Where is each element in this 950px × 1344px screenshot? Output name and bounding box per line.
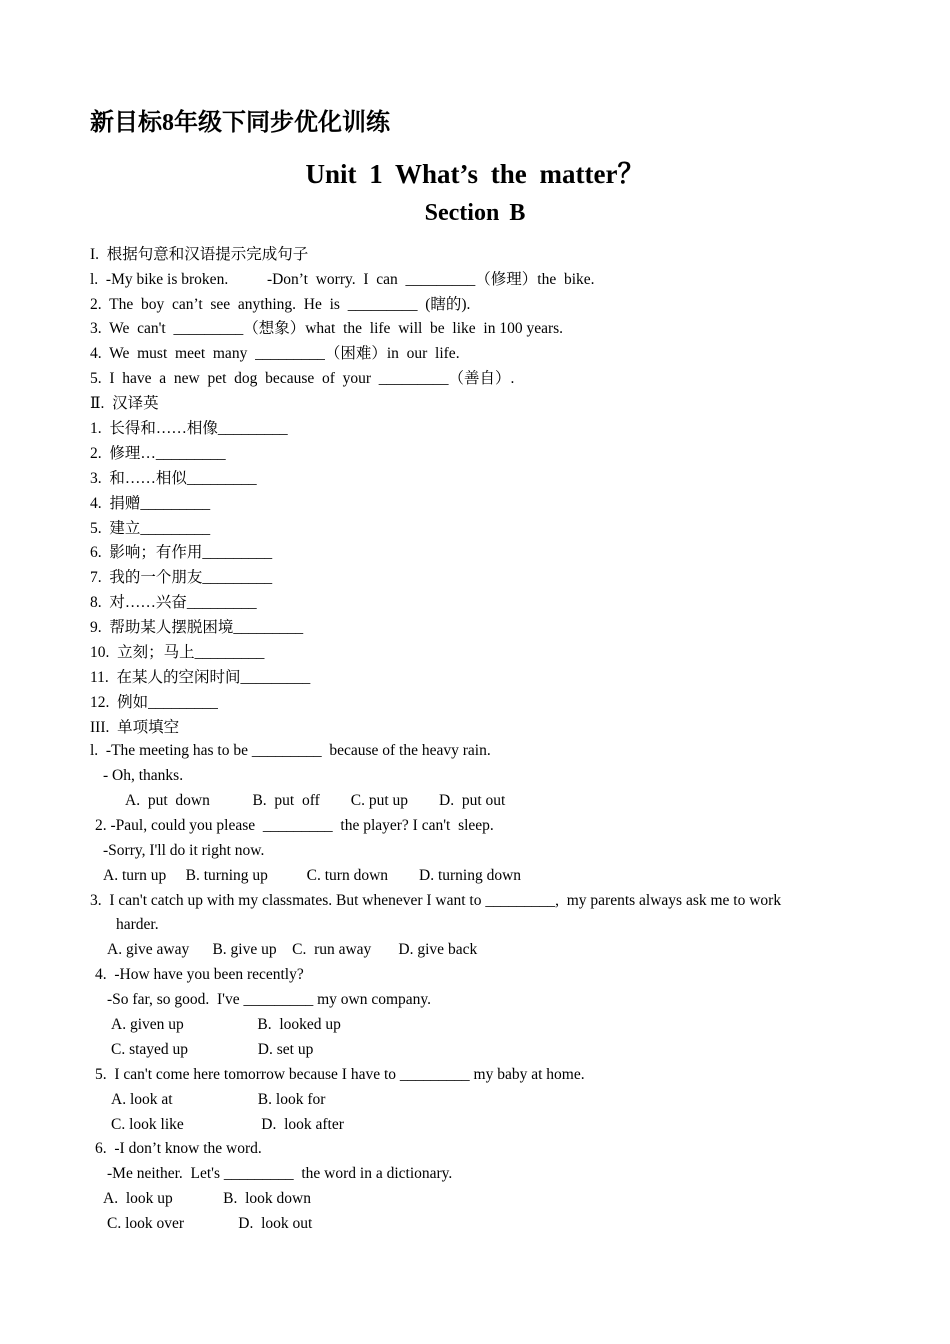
- dialogue-line: -So far, so good. I've _________ my own company.: [107, 991, 432, 1008]
- dialogue-line: - Oh, thanks.: [103, 767, 184, 784]
- question-line: 2. 修理…_________: [90, 445, 226, 462]
- options-line: A. look at B. look for: [111, 1091, 326, 1108]
- question-line: 4. 捐赠_________: [90, 495, 211, 512]
- question-line: 11. 在某人的空闲时间_________: [90, 669, 311, 686]
- options-line: A. give away B. give up C. run away D. give back: [107, 941, 478, 958]
- options-line: C. look over D. look out: [107, 1215, 313, 1232]
- question-line: 5. 建立_________: [90, 520, 211, 537]
- dialogue-line: -Sorry, I'll do it right now.: [103, 842, 265, 859]
- question-line: 5. I can't come here tomorrow because I have to _________ my baby at home.: [95, 1066, 585, 1083]
- question-line: 12. 例如_________: [90, 694, 218, 711]
- question-line: 2. The boy can’t see anything. He is _________ (瞎的).: [90, 296, 471, 313]
- options-line: A. look up B. look down: [103, 1190, 311, 1207]
- options-line: C. look like D. look after: [111, 1116, 344, 1133]
- question-line: l. -My bike is broken. -Don’t worry. I can _________（修理）the bike.: [90, 271, 595, 288]
- question-line: 6. -I don’t know the word.: [95, 1140, 262, 1157]
- question-line: 8. 对……兴奋_________: [90, 594, 257, 611]
- question-line: 3. I can't catch up with my classmates. But whenever I want to _________, my parents always ask me to work: [90, 892, 782, 909]
- options-line: A. put down B. put off C. put up D. put out: [125, 792, 506, 809]
- options-line: C. stayed up D. set up: [111, 1041, 314, 1058]
- question-line: 9. 帮助某人摆脱困境_________: [90, 619, 304, 636]
- question-line: l. -The meeting has to be _________ because of the heavy rain.: [90, 742, 491, 759]
- unit-title: Unit 1 What’s the matter？: [305, 159, 645, 189]
- question-line: 5. I have a new pet dog because of your _________（善自）.: [90, 370, 515, 387]
- options-line: A. given up B. looked up: [111, 1016, 341, 1033]
- options-line: A. turn up B. turning up C. turn down D. turning down: [103, 867, 522, 884]
- question-line: 4. -How have you been recently?: [95, 966, 304, 983]
- section-heading-3: III. 单项填空: [90, 719, 180, 736]
- section-heading-1: I. 根据句意和汉语提示完成句子: [90, 246, 309, 263]
- question-line-continued: harder.: [116, 916, 159, 933]
- section-title: Section B: [424, 200, 526, 226]
- question-line: 2. -Paul, could you please _________ the player? I can't sleep.: [95, 817, 494, 834]
- question-line: 7. 我的一个朋友_________: [90, 569, 273, 586]
- document-header: 新目标8年级下同步优化训练: [90, 110, 390, 136]
- section-heading-2: Ⅱ. 汉译英: [90, 395, 159, 412]
- question-line: 6. 影响；有作用_________: [90, 544, 273, 561]
- question-line: 4. We must meet many _________（困难）in our life.: [90, 345, 460, 362]
- question-line: 10. 立刻；马上_________: [90, 644, 265, 661]
- question-line: 3. 和……相似_________: [90, 470, 257, 487]
- question-line: 3. We can't _________（想象）what the life will be like in 100 years.: [90, 320, 564, 337]
- dialogue-line: -Me neither. Let's _________ the word in a dictionary.: [107, 1165, 453, 1182]
- question-line: 1. 长得和……相像_________: [90, 420, 288, 437]
